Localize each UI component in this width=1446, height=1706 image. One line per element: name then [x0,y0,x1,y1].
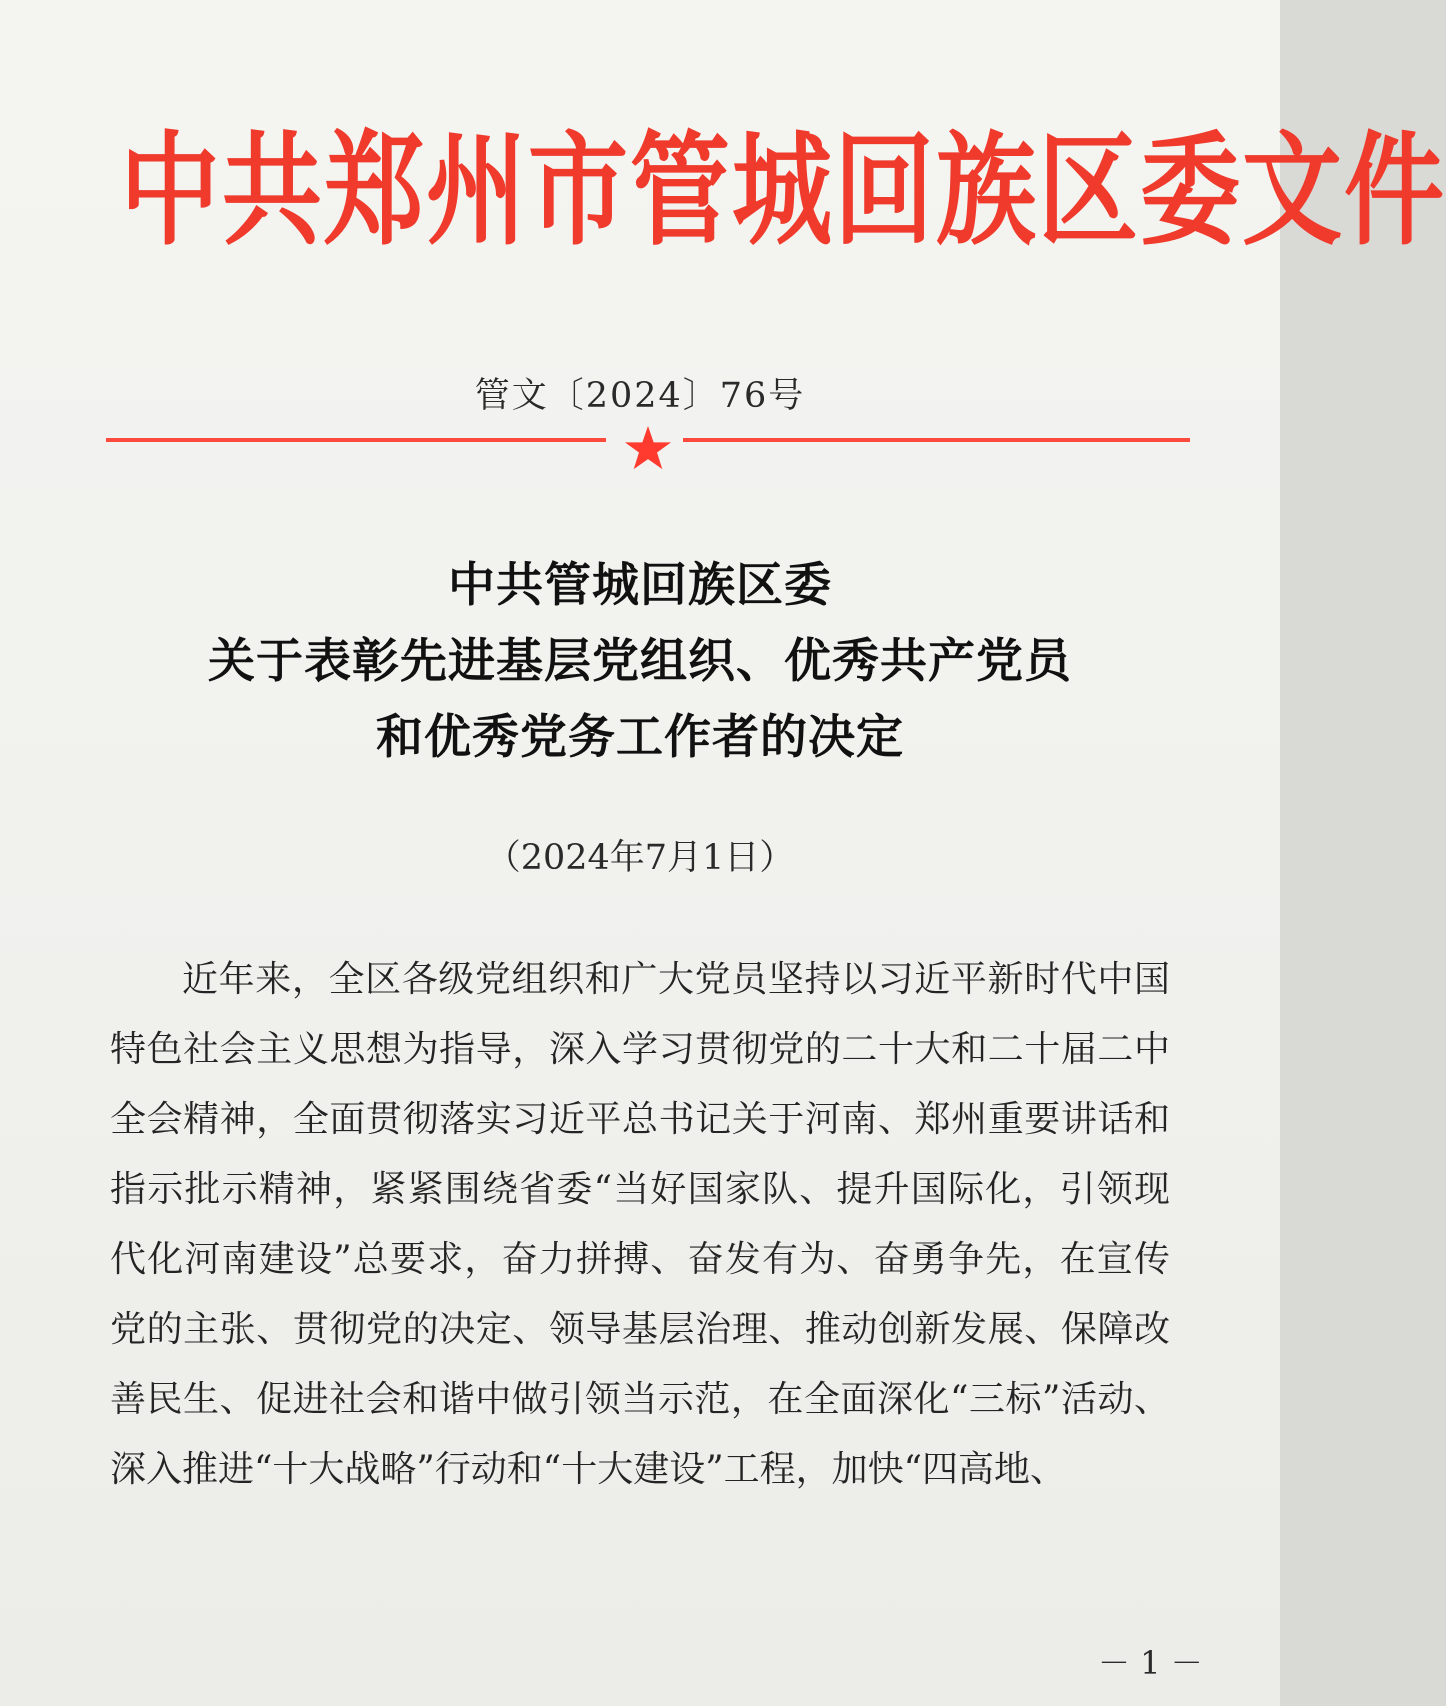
document-date: （2024年7月1日） [485,838,795,878]
document-title-line-3: 和优秀党务工作者的决定 [376,710,904,765]
star-icon [624,425,672,471]
document-title-line-1: 中共管城回族区委 [448,558,832,613]
red-rule-right [683,438,1190,442]
red-rule-left [106,438,606,442]
document-number: 管文〔2024〕76号 [474,376,806,416]
document-title-line-2: 关于表彰先进基层党组织、优秀共产党员 [208,634,1072,689]
document-body-paragraph: 近年来，全区各级党组织和广大党员坚持以习近平新时代中国特色社会主义思想为指导，深入学习贯彻党的二十大和二十届二中全会精神，全面贯彻落实习近平总书记关于河南、郑州重要讲话和指示批示精神，紧紧围绕省委“当好国家队、提升国际化，引领现代化河南建设”总要求，奋力拼搏、奋发有为、奋勇争先，在宣传党的主张、贯彻党的决定、领导基层治理、推动创新发展、保障改善民生、促进社会和谐中做引领当示范，在全面深化“三标”活动、深入推进“十大战略”行动和“十大建设”工程，加快“四高地、 [110,959,1170,1490]
document-masthead: 中共郑州市管城回族区委文件 [120,118,1446,263]
page-number: － 1 － [1098,1644,1203,1682]
